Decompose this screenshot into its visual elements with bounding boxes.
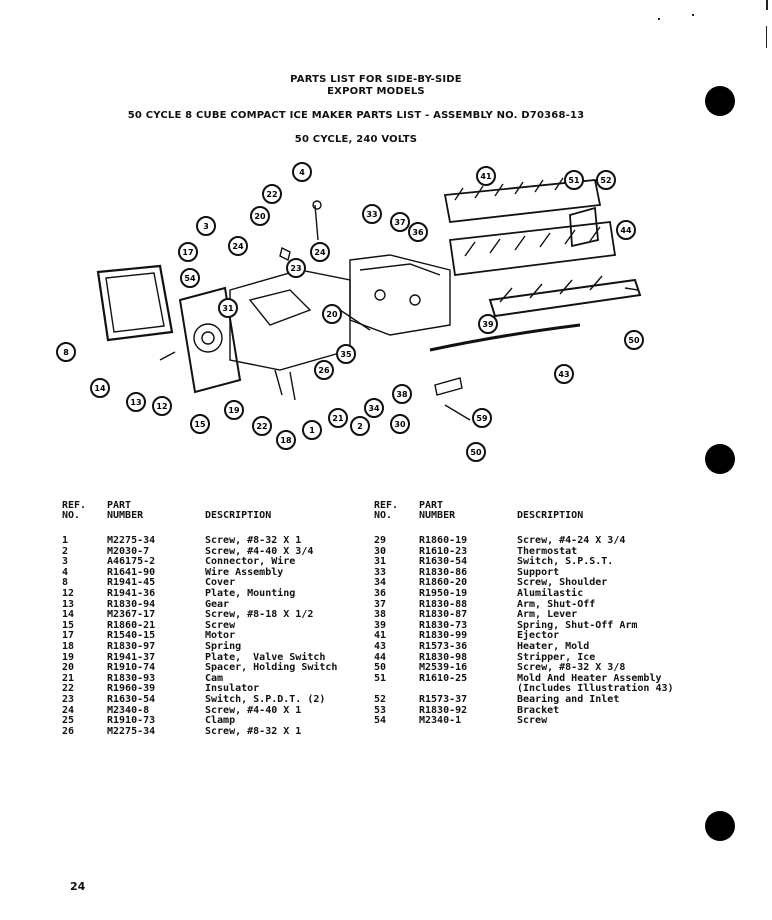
description-cell: Arm, Lever	[517, 609, 578, 621]
ref-cell: 3	[62, 556, 69, 568]
col-part-header: PART NUMBER	[419, 499, 456, 522]
ref-cell: 24	[62, 704, 75, 716]
description-cell: Screw, Shoulder	[517, 577, 608, 589]
svg-text:35: 35	[340, 350, 352, 359]
ref-cell: 41	[374, 630, 387, 642]
callout-12	[153, 397, 171, 415]
ref-cell: 44	[374, 651, 387, 663]
table-header	[374, 494, 674, 522]
svg-text:44: 44	[620, 226, 632, 235]
ref-cell: 43	[374, 640, 387, 652]
table-row	[62, 663, 337, 674]
ref-cell: 23	[62, 693, 75, 705]
ref-cell: 19	[62, 651, 75, 663]
col-desc-header: DESCRIPTION	[205, 510, 272, 522]
svg-text:38: 38	[396, 390, 408, 399]
part-number-cell: R1610-23	[419, 545, 468, 557]
part-number-cell: M2539-16	[419, 662, 468, 674]
ref-cell: 54	[374, 715, 387, 727]
svg-text:43: 43	[558, 370, 570, 379]
callout-31	[219, 299, 237, 317]
description-cell: Screw, #8-32 X 1	[205, 535, 302, 546]
callout-43	[555, 365, 573, 383]
table-row	[62, 642, 337, 653]
ref-cell: 4	[62, 566, 69, 578]
part-number-cell: R1830-94	[107, 598, 156, 610]
ref-cell: 33	[374, 566, 387, 578]
ref-cell: 36	[374, 587, 387, 599]
description-cell: Screw, #4-40 X 3/4	[205, 545, 314, 557]
part-number-cell: R1830-98	[419, 651, 468, 663]
ref-cell: 34	[374, 577, 387, 589]
ref-cell: 37	[374, 598, 387, 610]
description-cell: Screw	[517, 715, 548, 727]
svg-text:30: 30	[394, 420, 406, 429]
part-number-cell: R1630-54	[107, 693, 156, 705]
svg-text:22: 22	[266, 190, 278, 199]
description-cell: Screw, #4-24 X 3/4	[517, 535, 626, 546]
part-number-cell: R1941-37	[107, 651, 156, 663]
description-cell: Cover	[205, 577, 236, 589]
callout-38	[393, 385, 411, 403]
table-row	[62, 695, 337, 706]
callout-24b	[311, 243, 329, 261]
part-number-cell: R1830-99	[419, 630, 468, 642]
svg-text:2: 2	[357, 422, 363, 431]
description-cell: Spacer, Holding Switch	[205, 662, 338, 674]
callout-39	[479, 315, 497, 333]
description-cell: Clamp	[205, 715, 236, 727]
callout-50b	[467, 443, 485, 461]
svg-text:4: 4	[299, 168, 305, 177]
ref-cell: 22	[62, 683, 75, 695]
description-cell: Bracket	[517, 704, 560, 716]
svg-text:50: 50	[470, 448, 482, 457]
svg-text:50: 50	[628, 336, 640, 345]
ref-cell: 1	[62, 535, 69, 546]
edge-mark	[766, 26, 767, 48]
title-line-1: PARTS LIST FOR SIDE-BY-SIDE	[290, 74, 462, 85]
part-number-cell: R1941-36	[107, 587, 156, 599]
table-row	[374, 716, 674, 727]
table-row	[62, 631, 337, 642]
description-cell: Gear	[205, 598, 230, 610]
table-row	[62, 568, 337, 579]
part-number-cell: R1610-25	[419, 672, 468, 684]
ref-cell: 30	[374, 545, 387, 557]
svg-text:22: 22	[256, 422, 268, 431]
callout-59	[473, 409, 491, 427]
edge-mark	[766, 0, 768, 10]
svg-text:23: 23	[290, 264, 302, 273]
part-number-cell: M2275-34	[107, 725, 156, 737]
svg-text:13: 13	[130, 398, 142, 407]
description-cell: Connector, Wire	[205, 556, 296, 568]
part-number-cell: R1830-88	[419, 598, 468, 610]
svg-text:15: 15	[194, 420, 206, 429]
part-number-cell: M2340-1	[419, 715, 462, 727]
speck	[692, 14, 694, 16]
col-part-header: PART NUMBER	[107, 499, 144, 522]
ref-cell: 20	[62, 662, 75, 674]
parts-table-right	[374, 494, 674, 727]
page-number: 24	[70, 880, 86, 893]
svg-text:14: 14	[94, 384, 106, 393]
description-cell: Support	[517, 566, 560, 578]
callout-52	[597, 171, 615, 189]
callout-54	[181, 269, 199, 287]
part-number-cell: R1573-36	[419, 640, 468, 652]
part-number-cell: R1830-97	[107, 640, 156, 652]
callout-21	[329, 409, 347, 427]
description-cell: Screw	[205, 619, 236, 631]
part-number-cell: R1573-37	[419, 693, 468, 705]
ref-cell: 26	[62, 725, 75, 737]
ref-cell: 13	[62, 598, 75, 610]
ref-cell: 52	[374, 693, 387, 705]
callout-20b	[323, 305, 341, 323]
table-row	[62, 578, 337, 589]
col-desc-header: DESCRIPTION	[517, 510, 584, 522]
part-number-cell: M2367-17	[107, 609, 156, 621]
ref-cell: 21	[62, 672, 75, 684]
callout-17	[179, 243, 197, 261]
callout-23	[287, 259, 305, 277]
ref-cell: 50	[374, 662, 387, 674]
part-number-cell: R1830-87	[419, 609, 468, 621]
callout-51	[565, 171, 583, 189]
ref-cell: 53	[374, 704, 387, 716]
description-cell: Screw, #8-32 X 1	[205, 725, 302, 737]
punch-hole-bottom	[705, 811, 735, 841]
description-cell: Screw, #4-40 X 1	[205, 704, 302, 716]
parts-table-left	[62, 494, 337, 737]
description-cell: Bearing and Inlet	[517, 693, 620, 705]
svg-text:34: 34	[368, 404, 380, 413]
voltage-subtitle: 50 CYCLE, 240 VOLTS	[294, 134, 418, 145]
callout-36	[409, 223, 427, 241]
callout-22	[263, 185, 281, 203]
part-number-cell: R1910-73	[107, 715, 156, 727]
svg-text:24: 24	[232, 242, 244, 251]
callout-34	[365, 399, 383, 417]
svg-text:21: 21	[332, 414, 344, 423]
part-number-cell: R1860-21	[107, 619, 156, 631]
table-row	[374, 536, 674, 547]
svg-text:3: 3	[203, 222, 209, 231]
punch-hole-top	[705, 86, 735, 116]
part-number-cell: R1830-86	[419, 566, 468, 578]
svg-text:12: 12	[156, 402, 168, 411]
col-ref-header: REF. NO.	[62, 499, 87, 522]
description-cell: Insulator	[205, 683, 260, 695]
svg-text:51: 51	[568, 176, 580, 185]
svg-text:41: 41	[480, 172, 492, 181]
ref-cell: 39	[374, 619, 387, 631]
svg-text:37: 37	[394, 218, 406, 227]
description-cell: Screw, #8-32 X 3/8	[517, 662, 626, 674]
callout-13	[127, 393, 145, 411]
description-cell: Plate, Valve Switch	[205, 651, 326, 663]
speck	[658, 18, 660, 20]
callout-50	[625, 331, 643, 349]
description-cell: (Includes Illustration 43)	[517, 683, 674, 695]
callout-30	[391, 415, 409, 433]
part-number-cell: A46175-2	[107, 556, 156, 568]
table-row	[62, 674, 337, 685]
part-number-cell: R1540-15	[107, 630, 156, 642]
ref-cell: 25	[62, 715, 75, 727]
description-cell: Plate, Mounting	[205, 587, 296, 599]
svg-text:33: 33	[366, 210, 378, 219]
part-number-cell: R1941-45	[107, 577, 156, 589]
col-ref-header: REF. NO.	[374, 499, 399, 522]
ref-cell: 38	[374, 609, 387, 621]
description-cell: Screw, #8-18 X 1/2	[205, 609, 314, 621]
ref-cell: 15	[62, 619, 75, 631]
part-number-cell: R1950-19	[419, 587, 468, 599]
description-cell: Alumilastic	[517, 587, 584, 599]
callout-41	[477, 167, 495, 185]
svg-text:26: 26	[318, 366, 330, 375]
callout-37	[391, 213, 409, 231]
description-cell: Switch, S.P.S.T.	[517, 556, 614, 568]
callout-15	[191, 415, 209, 433]
callout-44	[617, 221, 635, 239]
table-row	[374, 695, 674, 706]
description-cell: Wire Assembly	[205, 566, 284, 578]
description-cell: Thermostat	[517, 545, 578, 557]
part-number-cell: R1830-73	[419, 619, 468, 631]
svg-text:59: 59	[476, 414, 488, 423]
punch-hole-middle	[705, 444, 735, 474]
svg-text:18: 18	[280, 436, 292, 445]
table-row	[62, 589, 337, 600]
svg-text:19: 19	[228, 406, 240, 415]
part-number-cell: R1641-90	[107, 566, 156, 578]
description-cell: Ejector	[517, 630, 560, 642]
svg-text:17: 17	[182, 248, 194, 257]
table-row	[62, 536, 337, 547]
ref-cell: 18	[62, 640, 75, 652]
part-number-cell: R1860-20	[419, 577, 468, 589]
svg-text:52: 52	[600, 176, 612, 185]
description-cell: Arm, Shut-Off	[517, 598, 596, 610]
description-cell: Stripper, Ice	[517, 651, 596, 663]
ref-cell: 17	[62, 630, 75, 642]
description-cell: Spring, Shut-Off Arm	[517, 619, 638, 631]
ref-cell: 2	[62, 545, 69, 557]
description-cell: Heater, Mold	[517, 640, 590, 652]
svg-text:39: 39	[482, 320, 494, 329]
assembly-title: 50 CYCLE 8 CUBE COMPACT ICE MAKER PARTS LIST - ASSEMBLY NO. D70368-13	[127, 110, 585, 121]
callout-35	[337, 345, 355, 363]
part-number-cell: R1860-19	[419, 535, 468, 546]
part-number-cell: R1830-93	[107, 672, 156, 684]
description-cell: Switch, S.P.D.T. (2)	[205, 693, 326, 705]
table-row	[62, 621, 337, 632]
callout-22b	[253, 417, 271, 435]
svg-text:8: 8	[63, 348, 69, 357]
callout-1	[303, 421, 321, 439]
ref-cell: 29	[374, 535, 387, 546]
svg-text:1: 1	[309, 426, 315, 435]
callout-20	[251, 207, 269, 225]
callout-24	[229, 237, 247, 255]
callout-14	[91, 379, 109, 397]
table-row	[62, 547, 337, 558]
part-number-cell: M2340-8	[107, 704, 150, 716]
svg-text:20: 20	[254, 212, 266, 221]
part-number-cell: M2275-34	[107, 535, 156, 546]
description-cell: Motor	[205, 630, 236, 642]
exploded-parts-diagram	[50, 160, 690, 470]
callout-26	[315, 361, 333, 379]
table-header	[62, 494, 337, 522]
title-line-2: EXPORT MODELS	[327, 86, 425, 97]
part-number-cell: R1830-92	[419, 704, 468, 716]
description-cell: Mold And Heater Assembly	[517, 672, 662, 684]
ref-cell: 14	[62, 609, 75, 621]
part-number-cell: M2030-7	[107, 545, 150, 557]
callout-18	[277, 431, 295, 449]
description-cell: Spring	[205, 640, 242, 652]
svg-text:54: 54	[184, 274, 196, 283]
part-number-cell: R1960-39	[107, 683, 156, 695]
ref-cell: 8	[62, 577, 69, 589]
table-row	[62, 610, 337, 621]
ref-cell: 51	[374, 672, 387, 684]
svg-text:20: 20	[326, 310, 338, 319]
ref-cell: 31	[374, 556, 387, 568]
svg-text:24: 24	[314, 248, 326, 257]
svg-text:36: 36	[412, 228, 424, 237]
table-row	[374, 642, 674, 653]
table-row	[62, 706, 337, 717]
callout-3	[197, 217, 215, 235]
part-number-cell: R1910-74	[107, 662, 156, 674]
callout-2	[351, 417, 369, 435]
callout-8	[57, 343, 75, 361]
table-row	[374, 589, 674, 600]
description-cell: Cam	[205, 672, 224, 684]
ref-cell: 12	[62, 587, 75, 599]
table-row	[62, 557, 337, 568]
callout-19	[225, 401, 243, 419]
part-number-cell: R1630-54	[419, 556, 468, 568]
table-row	[62, 727, 337, 738]
svg-text:31: 31	[222, 304, 234, 313]
callout-4	[293, 163, 311, 181]
callout-33	[363, 205, 381, 223]
